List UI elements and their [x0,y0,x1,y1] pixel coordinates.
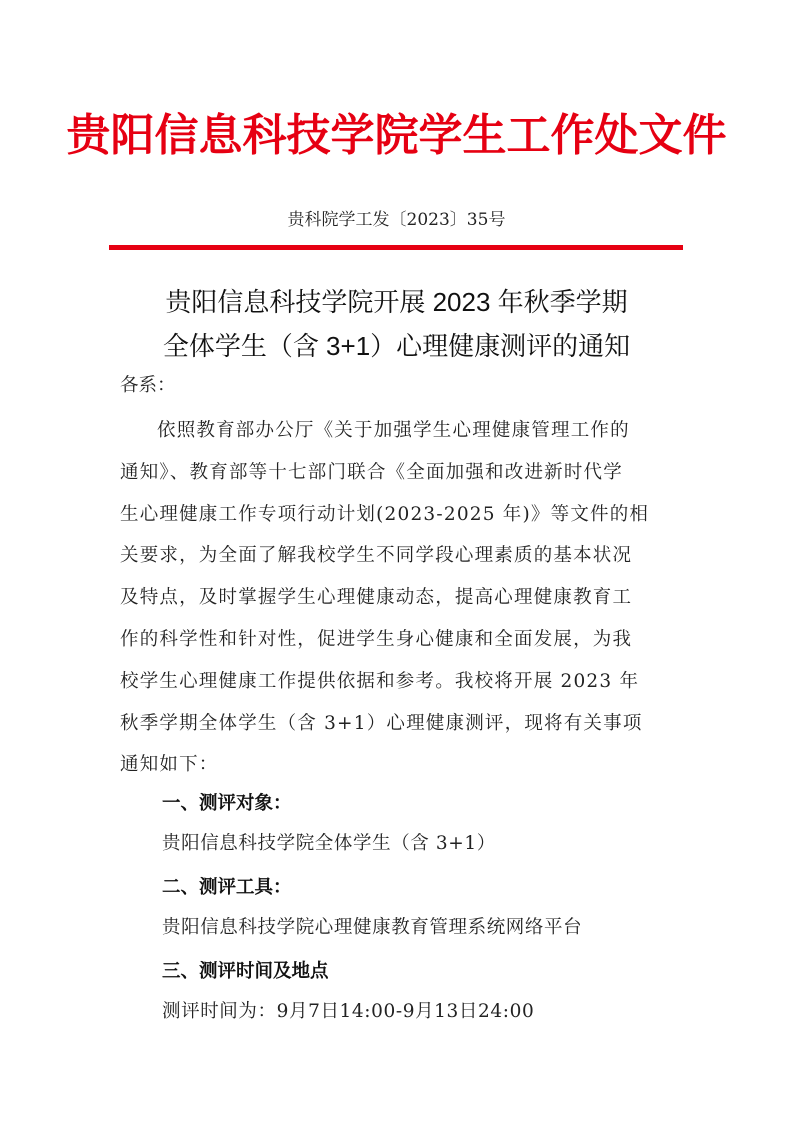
salutation: 各系： [120,375,176,396]
intro-paragraph [120,410,673,786]
section-heading-target: 一、测评对象： [162,793,292,814]
section-heading-time-place: 三、测评时间及地点 [162,961,329,982]
paragraph-line: 秋季学期全体学生（含 3+1）心理健康测评，现将有关事项 [120,712,643,734]
notice-title-line-1: 贵阳信息科技学院开展 2023 年秋季学期 [165,287,628,317]
paragraph-line: 生心理健康工作专项行动计划(2023-2025 年)》等文件的相 [120,503,650,525]
masthead-title: 贵阳信息科技学院学生工作处文件 [66,110,727,161]
paragraph-line: 关要求，为全面了解我校学生不同学段心理素质的基本状况 [120,545,633,567]
paragraph-line: 通知》、教育部等十七部门联合《全面加强和改进新时代学 [120,461,623,483]
section-content-target: 贵阳信息科技学院全体学生（含 3+1） [162,833,496,854]
paragraph-line: 通知如下： [120,754,219,776]
paragraph-line: 及特点，及时掌握学生心理健康动态，提高心理健康教育工 [120,587,633,609]
paragraph-line: 依照教育部办公厅《关于加强学生心理健康管理工作的 [157,420,630,441]
section-heading-tool: 二、测评工具： [162,877,292,898]
paragraph-line: 作的科学性和针对性，促进学生身心健康和全面发展，为我 [120,628,633,650]
section-content-time: 测评时间为：9月7日14:00-9月13日24:00 [162,1001,535,1022]
document-number: 贵科院学工发〔2023〕35号 [287,210,506,230]
section-content-tool: 贵阳信息科技学院心理健康教育管理系统网络平台 [162,917,583,938]
paragraph-line: 校学生心理健康工作提供依据和参考。我校将开展 2023 年 [120,670,640,692]
notice-title-line-2: 全体学生（含 3+1）心理健康测评的通知 [162,331,631,361]
red-divider-rule [109,245,683,250]
